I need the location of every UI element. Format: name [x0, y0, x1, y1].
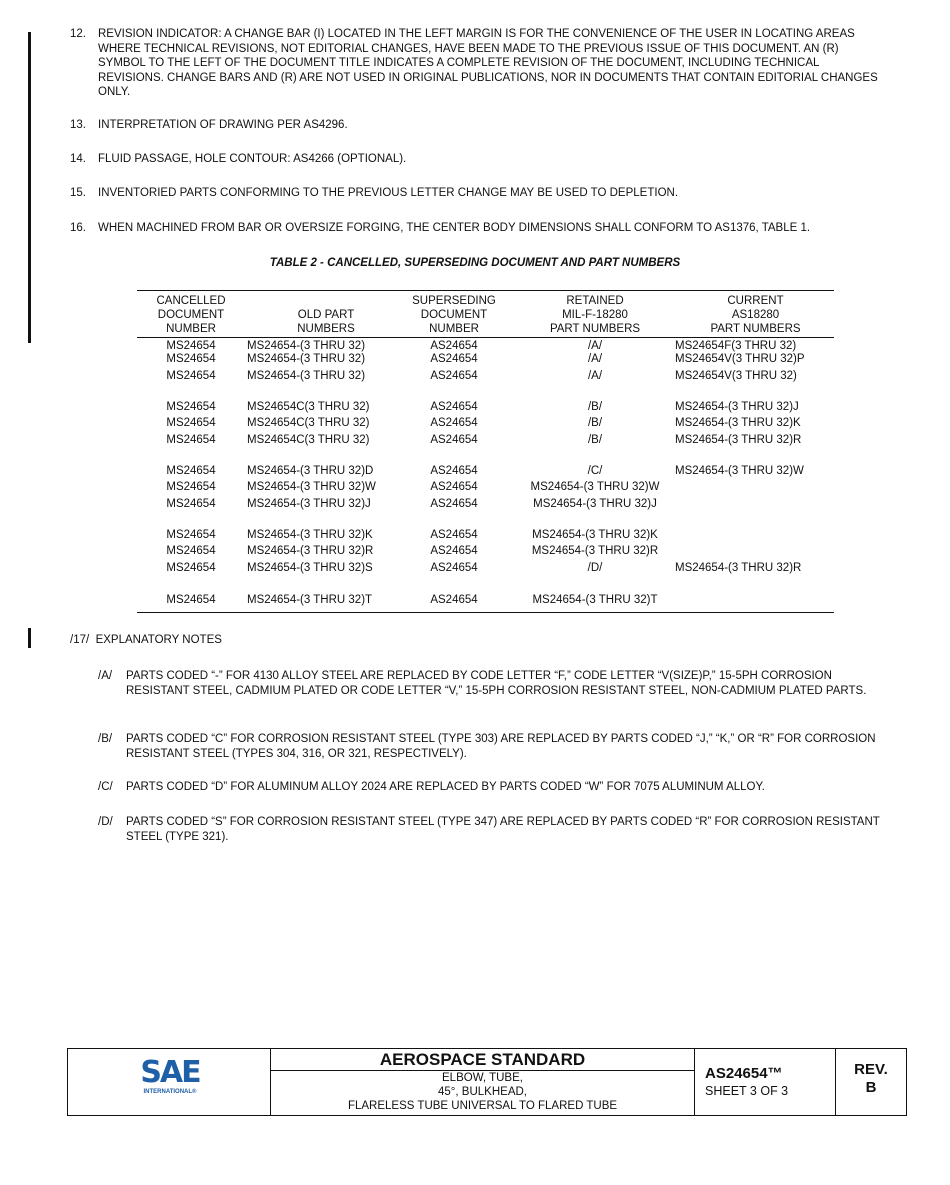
header-superseding-document: SUPERSEDING DOCUMENT NUMBER — [412, 295, 496, 335]
note-number: 15. — [70, 187, 86, 199]
revision-label: REV. — [854, 1061, 888, 1078]
cell-retained-part-number: /B/ — [587, 417, 603, 429]
cell-current-part-number: MS24654-(3 THRU 32)R — [675, 434, 802, 446]
document-number-area — [695, 1049, 836, 1115]
cell-retained-part-number: MS24654-(3 THRU 32)R — [531, 545, 659, 557]
note-text: PARTS CODED “C” FOR CORROSION RESISTANT STEEL (TYPE 303) ARE REPLACED BY PARTS CODED “J,” “K,” OR “R” FOR CORROSION RESISTANT STEEL (TYPES 304, 316, OR 321, RESPECTIVELY). — [126, 733, 876, 760]
cell-cancelled-document: MS24654 — [166, 562, 216, 574]
cell-old-part-number: MS24654C(3 THRU 32) — [247, 434, 370, 446]
table-row — [137, 369, 834, 384]
cell-superseding-document: AS24654 — [430, 465, 478, 477]
note-code: /C/ — [98, 781, 113, 793]
table-row — [137, 400, 834, 415]
cell-current-part-number: MS24654-(3 THRU 32)J — [675, 401, 799, 413]
cell-old-part-number: MS24654C(3 THRU 32) — [247, 417, 370, 429]
document-title-line: 45°, BULKHEAD, — [438, 1086, 527, 1098]
cell-old-part-number: MS24654-(3 THRU 32)S — [247, 562, 373, 574]
title-block — [67, 1048, 907, 1116]
document-title-line: FLARELESS TUBE UNIVERSAL TO FLARED TUBE — [347, 1100, 618, 1112]
table-header — [137, 291, 834, 338]
note-number: 16. — [70, 222, 86, 234]
cell-retained-part-number: MS24654-(3 THRU 32)T — [532, 594, 658, 606]
explanatory-notes-heading: /17/ EXPLANATORY NOTES — [70, 634, 222, 646]
parts-table — [137, 290, 834, 613]
header-old-part-numbers: OLD PART NUMBERS — [297, 309, 355, 335]
cell-retained-part-number: /B/ — [587, 401, 603, 413]
explanatory-note-d — [98, 815, 888, 844]
document-title-line: ELBOW, TUBE, — [442, 1072, 523, 1084]
table-row — [137, 464, 834, 479]
header-retained-part-numbers: RETAINED MIL-F-18280 PART NUMBERS — [549, 295, 641, 335]
cell-retained-part-number: /A/ — [587, 370, 603, 382]
cell-current-part-number: MS24654F(3 THRU 32) — [675, 340, 797, 352]
cell-retained-part-number: MS24654-(3 THRU 32)J — [533, 498, 657, 510]
cell-old-part-number: MS24654-(3 THRU 32)R — [247, 545, 374, 557]
cell-retained-part-number: MS24654-(3 THRU 32)K — [532, 529, 658, 541]
document-title-area — [271, 1049, 695, 1115]
cell-old-part-number: MS24654-(3 THRU 32) — [247, 340, 366, 352]
revision-area — [836, 1049, 906, 1115]
sae-logo-mark: SAE — [140, 1055, 200, 1090]
table-row — [137, 544, 834, 559]
sae-logo-subtitle: INTERNATIONAL® — [143, 1089, 197, 1095]
cell-old-part-number: MS24654-(3 THRU 32) — [247, 370, 366, 382]
note-text: INTERPRETATION OF DRAWING PER AS4296. — [98, 119, 348, 131]
note-16 — [70, 221, 885, 236]
sheet-number: SHEET 3 OF 3 — [705, 1084, 789, 1098]
document-number: AS24654™ — [705, 1065, 783, 1082]
cell-superseding-document: AS24654 — [430, 481, 478, 493]
cell-superseding-document: AS24654 — [430, 529, 478, 541]
cell-current-part-number: MS24654-(3 THRU 32)R — [675, 562, 802, 574]
table-row — [137, 480, 834, 495]
cell-superseding-document: AS24654 — [430, 417, 478, 429]
cell-old-part-number: MS24654-(3 THRU 32)J — [247, 498, 371, 510]
explanatory-note-a — [98, 669, 888, 698]
cell-retained-part-number: /A/ — [587, 353, 603, 365]
cell-current-part-number: MS24654-(3 THRU 32)K — [675, 417, 801, 429]
cell-superseding-document: AS24654 — [430, 353, 478, 365]
note-text: PARTS CODED “-” FOR 4130 ALLOY STEEL ARE REPLACED BY CODE LETTER “F,” CODE LETTER “V(SIZE)P,” 15-5PH CORROSION RESISTANT STEEL, CADMIUM PLATED OR CODE LETTER “V,” 15-5PH CORROSION RESISTANT STEEL, NON-CADMIUM PLATED PARTS. — [126, 670, 867, 697]
table-row — [137, 561, 834, 576]
cell-old-part-number: MS24654-(3 THRU 32) — [247, 353, 366, 365]
cell-cancelled-document: MS24654 — [166, 434, 216, 446]
cell-cancelled-document: MS24654 — [166, 481, 216, 493]
cell-retained-part-number: /D/ — [587, 562, 603, 574]
cell-superseding-document: AS24654 — [430, 562, 478, 574]
cell-cancelled-document: MS24654 — [166, 545, 216, 557]
cell-old-part-number: MS24654-(3 THRU 32)K — [247, 529, 373, 541]
explanatory-note-b — [98, 732, 888, 761]
cell-superseding-document: AS24654 — [430, 545, 478, 557]
note-text: INVENTORIED PARTS CONFORMING TO THE PREVIOUS LETTER CHANGE MAY BE USED TO DEPLETION. — [98, 187, 679, 199]
cell-superseding-document: AS24654 — [430, 370, 478, 382]
note-number: 14. — [70, 153, 86, 165]
table-row — [137, 416, 834, 431]
cell-cancelled-document: MS24654 — [166, 529, 216, 541]
cell-cancelled-document: MS24654 — [166, 401, 216, 413]
note-code: /B/ — [98, 733, 113, 745]
note-14 — [70, 152, 885, 167]
cell-retained-part-number: /C/ — [587, 465, 603, 477]
explanatory-note-c — [98, 780, 888, 795]
table-row — [137, 593, 834, 608]
table-row — [137, 352, 834, 367]
revision-value: B — [865, 1079, 877, 1096]
header-cancelled-document: CANCELLED DOCUMENT NUMBER — [156, 295, 226, 335]
cell-superseding-document: AS24654 — [430, 498, 478, 510]
note-15 — [70, 186, 885, 201]
note-number: 13. — [70, 119, 86, 131]
cell-current-part-number: MS24654V(3 THRU 32)P — [675, 353, 805, 365]
cell-old-part-number: MS24654C(3 THRU 32) — [247, 401, 370, 413]
cell-retained-part-number: MS24654-(3 THRU 32)W — [530, 481, 660, 493]
cell-superseding-document: AS24654 — [430, 340, 478, 352]
note-text: FLUID PASSAGE, HOLE CONTOUR: AS4266 (OPTIONAL). — [98, 153, 407, 165]
table-row — [137, 497, 834, 512]
cell-superseding-document: AS24654 — [430, 401, 478, 413]
cell-old-part-number: MS24654-(3 THRU 32)W — [247, 481, 376, 493]
note-code: /D/ — [98, 816, 113, 828]
cell-current-part-number: MS24654V(3 THRU 32) — [675, 370, 797, 382]
note-text: PARTS CODED “S” FOR CORROSION RESISTANT STEEL (TYPE 347) ARE REPLACED BY PARTS CODED “R” FOR CORROSION RESISTANT STEEL (TYPE 321). — [126, 816, 880, 843]
note-text: WHEN MACHINED FROM BAR OR OVERSIZE FORGING, THE CENTER BODY DIMENSIONS SHALL CONFORM TO AS1376, TABLE 1. — [98, 222, 811, 234]
table-row — [137, 433, 834, 448]
note-number: 12. — [70, 28, 86, 40]
cell-cancelled-document: MS24654 — [166, 465, 216, 477]
cell-old-part-number: MS24654-(3 THRU 32)D — [247, 465, 374, 477]
cell-cancelled-document: MS24654 — [166, 370, 216, 382]
header-current-part-numbers: CURRENT AS18280 PART NUMBERS — [710, 295, 801, 335]
standard-type: AEROSPACE STANDARD — [271, 1049, 694, 1071]
table-row — [137, 528, 834, 543]
cell-cancelled-document: MS24654 — [166, 594, 216, 606]
change-bar-explanatory — [28, 628, 31, 648]
cell-retained-part-number: /B/ — [587, 434, 603, 446]
table-title: TABLE 2 - CANCELLED, SUPERSEDING DOCUMENT AND PART NUMBERS — [269, 257, 681, 269]
cell-superseding-document: AS24654 — [430, 434, 478, 446]
cell-superseding-document: AS24654 — [430, 594, 478, 606]
sae-logo — [68, 1049, 271, 1115]
change-bar-revision — [28, 32, 31, 343]
cell-cancelled-document: MS24654 — [166, 340, 216, 352]
cell-old-part-number: MS24654-(3 THRU 32)T — [247, 594, 373, 606]
note-text: PARTS CODED “D” FOR ALUMINUM ALLOY 2024 ARE REPLACED BY PARTS CODED “W” FOR 7075 ALUMINUM ALLOY. — [126, 781, 765, 793]
cell-cancelled-document: MS24654 — [166, 353, 216, 365]
cell-retained-part-number: /A/ — [587, 340, 603, 352]
note-13 — [70, 118, 885, 133]
note-code: /A/ — [98, 670, 113, 682]
cell-current-part-number: MS24654-(3 THRU 32)W — [675, 465, 804, 477]
cell-cancelled-document: MS24654 — [166, 498, 216, 510]
cell-cancelled-document: MS24654 — [166, 417, 216, 429]
note-text: REVISION INDICATOR: A CHANGE BAR (I) LOCATED IN THE LEFT MARGIN IS FOR THE CONVENIENCE OF THE USER IN LOCATING AREAS WHERE TECHNICAL REVISIONS, NOT EDITORIAL CHANGES, HAVE BEEN MADE TO THE PREVIOUS ISSUE OF THIS DOCUMENT. AN (R) SYMBOL TO THE LEFT OF THE DOCUMENT TITLE INDICATES A COMPLETE REVISION OF THE DOCUMENT, INCLUDING TECHNICAL REVISIONS. CHANGE BARS AND (R) ARE NOT USED IN ORIGINAL PUBLICATIONS, NOR IN DOCUMENTS THAT CONTAIN EDITORIAL CHANGES ONLY. — [98, 28, 878, 98]
note-12 — [70, 27, 885, 100]
